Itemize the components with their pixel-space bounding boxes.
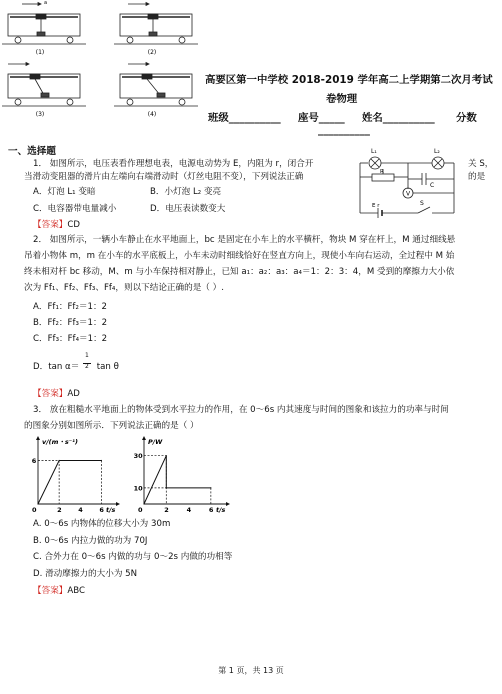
q3-answer bbox=[33, 585, 85, 598]
q2-option-a: A．Ff₁：Ff₂＝1：2 bbox=[33, 302, 108, 312]
q1-option-c: C．电容器带电量减小 bbox=[33, 204, 117, 214]
diagram-label-3: (3) bbox=[35, 111, 45, 118]
x-tick-label: 4 bbox=[78, 506, 83, 514]
q2-answer bbox=[33, 388, 80, 401]
q3-option-a: A. 0～6s 内物体的位移大小为 30m bbox=[33, 519, 171, 529]
student-info-row bbox=[208, 109, 477, 124]
answer-value: AD bbox=[67, 389, 80, 399]
data-line bbox=[144, 456, 211, 504]
q1-line2: 当滑动变阻器的滑片由左端向右端滑动时（灯丝电阻不变），下列说法正确 bbox=[24, 172, 304, 182]
q3-option-b: B. 0～6s 内拉力做的功为 70J bbox=[33, 536, 148, 546]
diagram-label-1: (1) bbox=[35, 49, 45, 56]
x-axis-label: t/s bbox=[216, 506, 226, 514]
q1-answer bbox=[33, 219, 80, 232]
car-diagram-2 bbox=[114, 3, 198, 45]
data-point bbox=[166, 455, 167, 456]
x-tick-label: 0 bbox=[32, 506, 37, 514]
q2-option-b: B．Ff₂：Ff₃＝1：2 bbox=[33, 318, 108, 328]
page-footer: 第 1 页，共 13 页 bbox=[218, 666, 284, 675]
rheostat bbox=[372, 174, 394, 181]
score-label: 分数 bbox=[455, 112, 477, 124]
velocity-time-chart bbox=[24, 434, 120, 514]
q1-option-a: A．灯泡 L₁ 变暗 bbox=[33, 187, 96, 197]
y-axis-arrow bbox=[142, 436, 146, 440]
answer-value: CD bbox=[67, 220, 81, 230]
q3-option-c: C. 合外力在 0～6s 内做的功与 0～2s 内做的功相等 bbox=[33, 552, 233, 562]
x-tick-label: 6 bbox=[99, 506, 104, 514]
q2-line2: 吊着小物体 m，m 在小车的水平底板上，小车未动时细线恰好在竖直方向上，现使小车向右运动，全过程中 M 始 bbox=[24, 251, 455, 261]
x-axis-label: t/s bbox=[106, 506, 116, 514]
y-axis-arrow bbox=[36, 436, 40, 440]
y-axis-label: P/W bbox=[148, 438, 163, 446]
fraction-denominator: 2 bbox=[85, 363, 89, 370]
q2-option-d-text: D．tan α＝ bbox=[33, 362, 80, 372]
x-tick-label: 0 bbox=[138, 506, 143, 514]
x-tick-label: 4 bbox=[186, 506, 192, 514]
x-tick-label: 2 bbox=[164, 506, 169, 514]
score-field[interactable]: __________ bbox=[318, 124, 370, 136]
svg-text:E r: E r bbox=[372, 203, 380, 209]
q2-option-c: C．Ff₃：Ff₄＝1：2 bbox=[33, 334, 108, 344]
data-point bbox=[143, 503, 144, 504]
svg-text:S: S bbox=[420, 200, 424, 207]
q2-line1: 2． 如图所示，一辆小车静止在水平地面上，bc 是固定在小车上的水平横杆，物块 M 穿在杆上，M 通过细线悬 bbox=[33, 235, 456, 245]
q1-line1-tail: 关 S， bbox=[468, 159, 494, 169]
car-diagram-3 bbox=[2, 63, 86, 107]
answer-value: ABC bbox=[67, 586, 86, 596]
diagram-label-2: (2) bbox=[147, 49, 157, 56]
q1-line1: 1． 如图所示，电压表看作理想电表，电源电动势为 E，内阻为 r，闭合开 bbox=[33, 159, 314, 169]
data-point bbox=[59, 460, 60, 461]
x-tick-label: 2 bbox=[57, 506, 62, 514]
answer-tag: 【答案】 bbox=[33, 389, 68, 399]
q1-line2-tail: 的是 bbox=[468, 172, 486, 182]
q2-option-d-tail: tan θ bbox=[96, 362, 119, 372]
car-diagram-4 bbox=[114, 63, 198, 107]
name-field[interactable]: 姓名__________ bbox=[362, 112, 435, 124]
data-point bbox=[37, 503, 38, 504]
answer-tag: 【答案】 bbox=[33, 586, 68, 596]
section-title: 一、选择题 bbox=[8, 146, 56, 157]
car-diagram-1 bbox=[2, 3, 86, 45]
x-axis-arrow bbox=[116, 502, 120, 506]
q3-option-d: D. 滑动摩擦力的大小为 5N bbox=[33, 569, 138, 579]
svg-text:C: C bbox=[430, 182, 435, 189]
data-point bbox=[101, 460, 102, 461]
data-point bbox=[166, 487, 167, 488]
seat-field[interactable]: 座号_____ bbox=[297, 112, 345, 124]
q2-line4: 次为 Ff₁、Ff₂、Ff₃、Ff₄，则以下结论正确的是（ ）. bbox=[24, 283, 224, 293]
y-axis-label: v/(m・s⁻¹) bbox=[42, 438, 78, 446]
exam-title-line1: 高要区第一中学校 2018-2019 学年高二上学期第二次月考试 bbox=[205, 74, 493, 86]
data-line bbox=[38, 461, 101, 505]
svg-text:L₁: L₁ bbox=[371, 148, 377, 155]
y-tick-label: 6 bbox=[31, 457, 37, 465]
diagram-label-4: (4) bbox=[147, 111, 157, 118]
car-diagram-figure bbox=[0, 0, 200, 122]
q2-line3: 终未相对杆 bc 移动，M、m 与小车保持相对静止，已知 a₁：a₂：a₃：a₄＝1：2：3：4，M 受到的摩擦力大小依 bbox=[24, 267, 455, 277]
y-tick-label: 30 bbox=[133, 452, 143, 461]
answer-tag: 【答案】 bbox=[33, 220, 68, 230]
class-field[interactable]: 班级__________ bbox=[208, 112, 281, 124]
q3-line2: 的图象分别如图所示．下列说法正确的是（ ） bbox=[24, 421, 199, 431]
q2-option-d bbox=[33, 352, 119, 374]
x-axis-arrow bbox=[226, 502, 230, 506]
q1-option-d: D．电压表读数变大 bbox=[150, 204, 226, 214]
q1-option-b: B．小灯泡 L₂ 变亮 bbox=[150, 187, 222, 197]
fraction bbox=[82, 352, 94, 373]
svg-text:L₂: L₂ bbox=[434, 148, 440, 155]
power-time-chart bbox=[124, 434, 230, 514]
switch-s bbox=[418, 207, 430, 213]
svg-text:a: a bbox=[44, 0, 48, 6]
y-tick-label: 10 bbox=[133, 484, 143, 493]
circuit-diagram bbox=[350, 143, 462, 221]
x-tick-label: 6 bbox=[208, 506, 214, 514]
exam-title-line2: 卷物理 bbox=[326, 93, 358, 105]
data-point bbox=[210, 487, 211, 488]
fraction-numerator: 1 bbox=[85, 352, 89, 359]
svg-text:V: V bbox=[406, 190, 411, 198]
q3-line1: 3． 放在粗糙水平地面上的物体受到水平拉力的作用，在 0～6s 内其速度与时间的图象和该拉力的功率与时间 bbox=[33, 405, 449, 415]
svg-text:R: R bbox=[380, 169, 384, 175]
